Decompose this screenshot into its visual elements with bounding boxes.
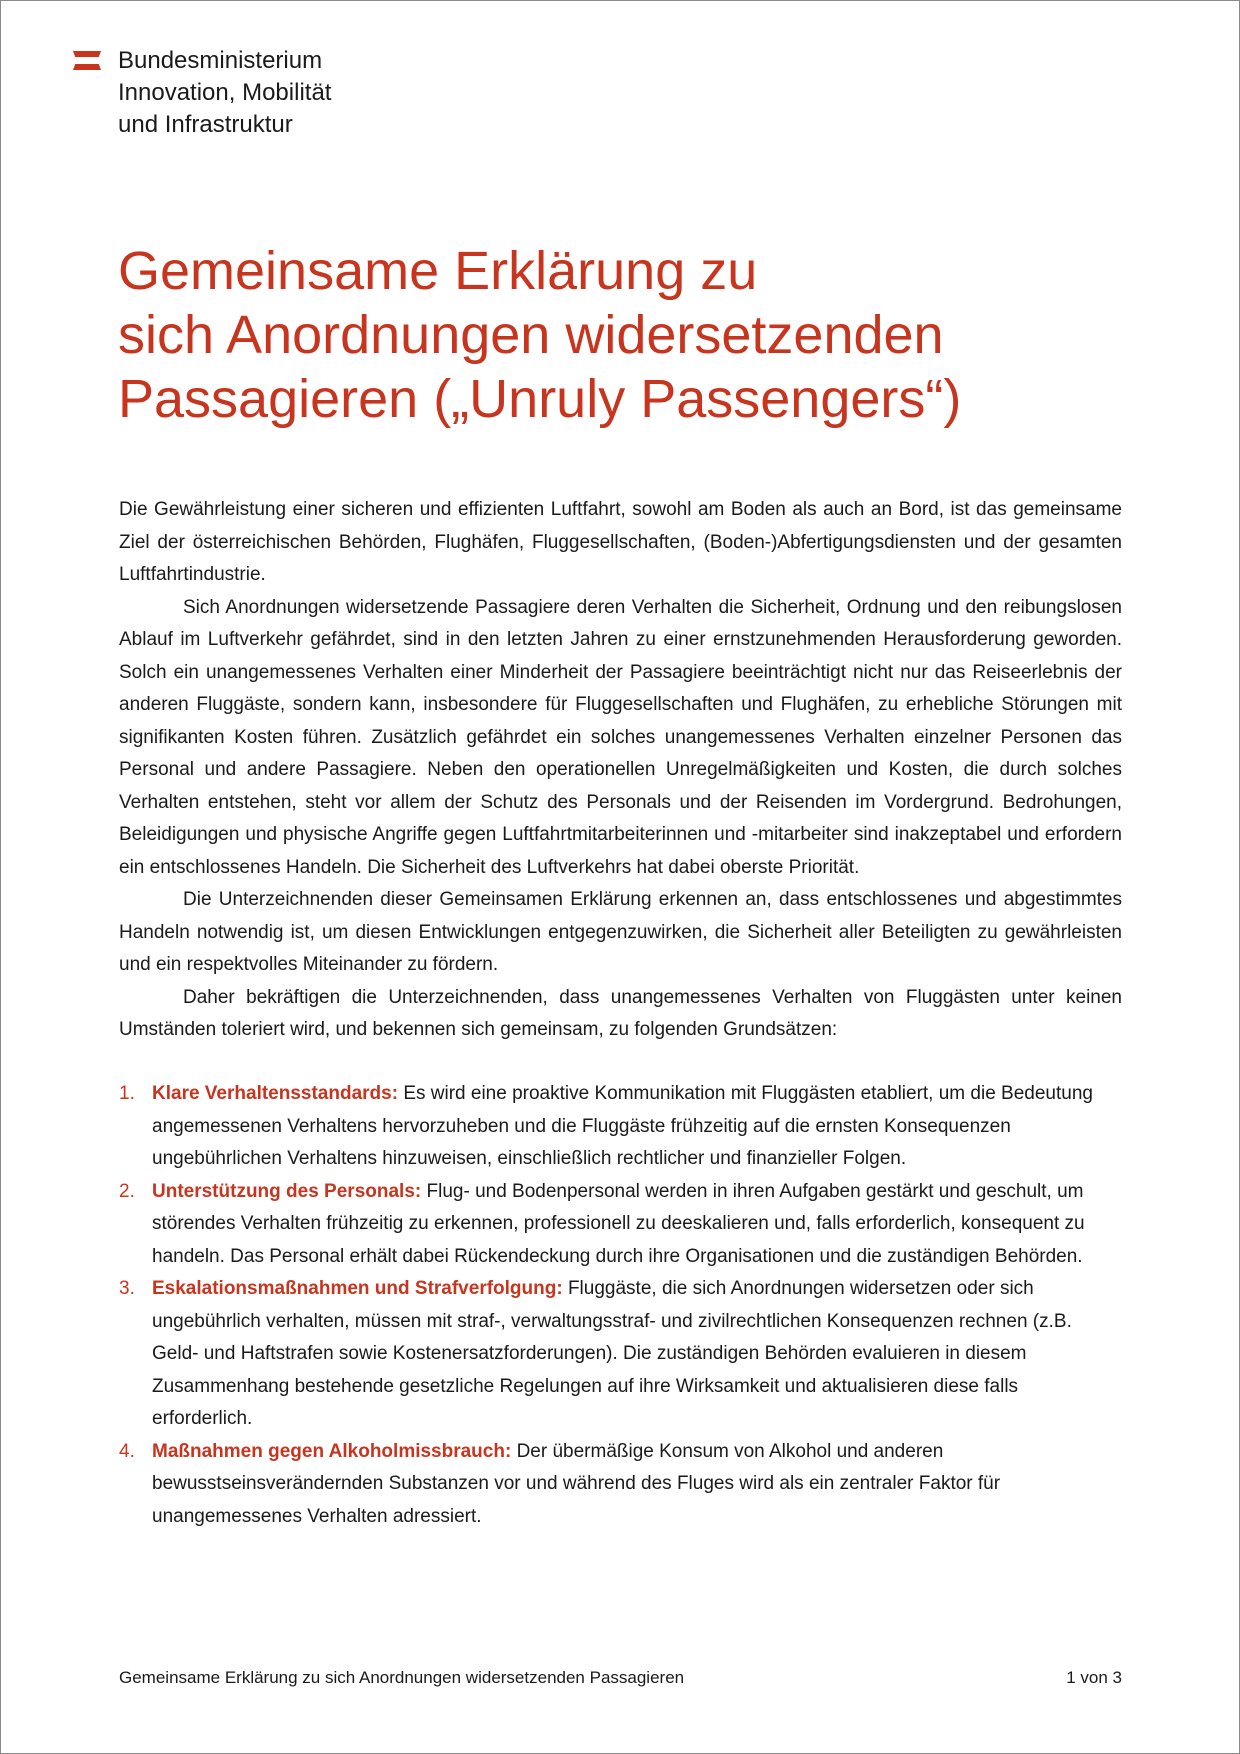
principle-heading: Klare Verhaltensstandards: [152,1083,399,1104]
principle-number: 4. [119,1440,135,1462]
title-line: Passagieren („Unruly Passengers“) [118,369,962,429]
principle-text: Es wird eine proaktive Kommunikation mit Fluggästen etabliert, um die Bedeutung angemessenen Verhaltens hervorzuheben und die Fluggäste frühzeitig auf die ernsten Konsequenzen ungebührlichen Verhaltens hinzuweisen, einschließlich rechtlicher und finanzieller Folgen. [152,1083,1093,1169]
principles-list [119,1078,1122,1533]
page-number: 1 von 3 [1066,1668,1122,1687]
principle-text: Flug- und Bodenpersonal werden in ihren Aufgaben gestärkt und geschult, um störendes Verhalten frühzeitig zu erkennen, professionell zu deeskalieren und, falls erforderlich, konsequent zu handeln. Das Personal erhält dabei Rückendeckung durch ihre Organisationen und die zuständigen Behörden. [152,1180,1085,1267]
austria-flag-icon [73,51,101,71]
paragraph-intro: Die Gewährleistung einer sicheren und effizienten Luftfahrt, sowohl am Boden als auch an Bord, ist das gemeinsame Ziel der österreichischen Behörden, Flughäfen, Fluggesellschaften, (Boden-)Abfertigungsdiensten und der gesamten Luftfahrtindustrie. [119,499,1122,585]
principle-item [119,1436,1122,1534]
principle-heading: Maßnahmen gegen Alkoholmissbrauch: [152,1440,512,1462]
principle-heading: Unterstützung des Personals: [152,1180,422,1202]
ministry-line: Bundesministerium [118,47,323,74]
principle-heading: Eskalationsmaßnahmen und Strafverfolgung: [152,1278,563,1299]
title-line: Gemeinsame Erklärung zu [118,241,758,301]
principle-item [119,1078,1122,1176]
ministry-line: und Infrastruktur [118,111,293,138]
principle-number: 2. [119,1180,135,1202]
principle-text: Fluggäste, die sich Anordnungen widersetzen oder sich ungebührlich verhalten, müssen mit straf-, verwaltungsstraf- und zivilrechtlichen Konsequenzen rechnen (z.B. Geld- und Haftstrafen sowie Kostenersatzforderungen). Die zuständigen Behörden evaluieren in diesem Zusammenhang bestehende gesetzliche Regelungen auf ihre Wirksamkeit und aktualisieren diese falls erforderlich. [152,1278,1072,1429]
paragraph-recognition: Die Unterzeichnenden dieser Gemeinsamen Erklärung erkennen an, dass entschlossenes und abgestimmtes Handeln notwendig ist, um diesen Entwicklungen entgegenzuwirken, die Sicherheit aller Beteiligten zu gewährleisten und ein respektvolles Miteinander zu fördern. [119,889,1122,975]
principle-item [119,1176,1122,1274]
principle-text: Der übermäßige Konsum von Alkohol und anderen bewusstseinsverändernden Substanzen vor und während des Fluges wird als ein zentraler Faktor für unangemessenes Verhalten adressiert. [152,1440,1001,1527]
footer-title: Gemeinsame Erklärung zu sich Anordnungen widersetzenden Passagieren [119,1668,685,1687]
paragraph-problem: Sich Anordnungen widersetzende Passagiere deren Verhalten die Sicherheit, Ordnung und den reibungslosen Ablauf im Luftverkehr gefährdet, sind in den letzten Jahren zu einer ernstzunehmenden Herausforderung geworden. Solch ein unangemessenes Verhalten einer Minderheit der Passagiere beeinträchtigt nicht nur das Reiseerlebnis der anderen Fluggäste, sondern kann, insbesondere für Fluggesellschaften und Flughäfen, zu erhebliche Störungen mit signifikanten Kosten führen. Zusätzlich gefährdet ein solches unangemessenes Verhalten einzelner Personen das Personal und andere Passagiere. Neben den operationellen Unregelmäßigkeiten und Kosten, die durch solches Verhalten entstehen, steht vor allem der Schutz des Personals und der Reisenden im Vordergrund. Bedrohungen, Beleidigungen und physische Angriffe gegen Luftfahrtmitarbeiterinnen und -mitarbeiter sind inakzeptabel und erfordern ein entschlossenes Handeln. Die Sicherheit des Luftverkehrs hat dabei oberste Priorität. [119,596,1122,878]
ministry-line: Innovation, Mobilität [118,79,332,106]
title-line: sich Anordnungen widersetzenden [118,305,944,365]
principle-number: 1. [119,1083,135,1104]
document-body [119,494,1122,1047]
principle-item [119,1273,1122,1436]
ministry-name [118,45,331,141]
document-title [118,239,1118,431]
paragraph-commitment: Daher bekräftigen die Unterzeichnenden, dass unangemessenes Verhalten von Fluggästen unter keinen Umständen toleriert wird, und bekennen sich gemeinsam, zu folgenden Grundsätzen: [119,986,1122,1040]
principle-number: 3. [119,1278,135,1299]
